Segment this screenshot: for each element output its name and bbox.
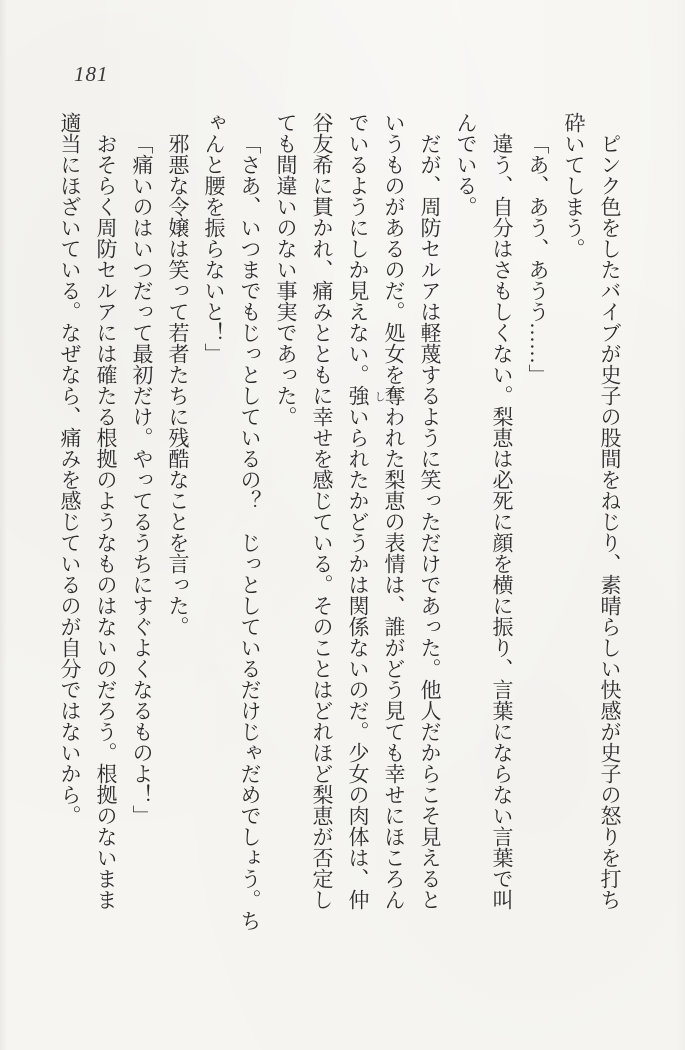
text-column: 違う、自分はさもしくない。梨恵は必死に顔を横に振り、言葉にならない言葉で叫 <box>490 133 514 910</box>
furigana-shi: し <box>373 391 385 402</box>
page-number: 181 <box>74 62 109 86</box>
text-column: 「痛いのはいつだって最初だけ。やってるうちにすぐよくなるものよ！」 <box>130 133 154 826</box>
text-column: いうものがあるのだ。処女を奪われた梨恵の表情は、誰がどう見ても幸せにほころん <box>382 112 406 910</box>
text-column: 適当にほざいている。なぜなら、痛みを感じているのが自分ではないから。 <box>58 112 82 826</box>
text-column: だが、周防セルアは軽蔑するように笑っただけであった。他人だからこそ見えると <box>418 133 442 910</box>
text-column: 砕いてしまう。 <box>562 112 586 259</box>
text-column: んでいる。 <box>454 112 478 217</box>
text-column: 「あ、あう、あうう……」 <box>526 133 550 385</box>
text-block <box>52 112 628 942</box>
text-column: おそらく周防セルアには確たる根拠のようなものはないのだろう。根拠のないまま <box>94 133 118 910</box>
text-column: ゃんと腰を振らないと！」 <box>202 112 226 364</box>
text-column: ピンク色をしたバイブが史子の股間をねじり、素晴らしい快感が史子の怒りを打ち <box>598 133 622 910</box>
text-column: ても間違いのない事実であった。 <box>274 112 298 427</box>
text-column: 邪悪な令嬢は笑って若者たちに残酷なことを言った。 <box>166 133 190 637</box>
text-column: でいるようにしか見えない。強いられたかどうかは関係ないのだ。少女の肉体は、仲 <box>346 112 370 910</box>
text-column: 「さあ、いつまでもじっとしているの？ じっとしているだけじゃだめでしょう。ち <box>238 133 262 931</box>
text-column: 谷友希に貫かれ、痛みとともに幸せを感じている。そのことはどれほど梨恵が否定し <box>310 112 334 910</box>
